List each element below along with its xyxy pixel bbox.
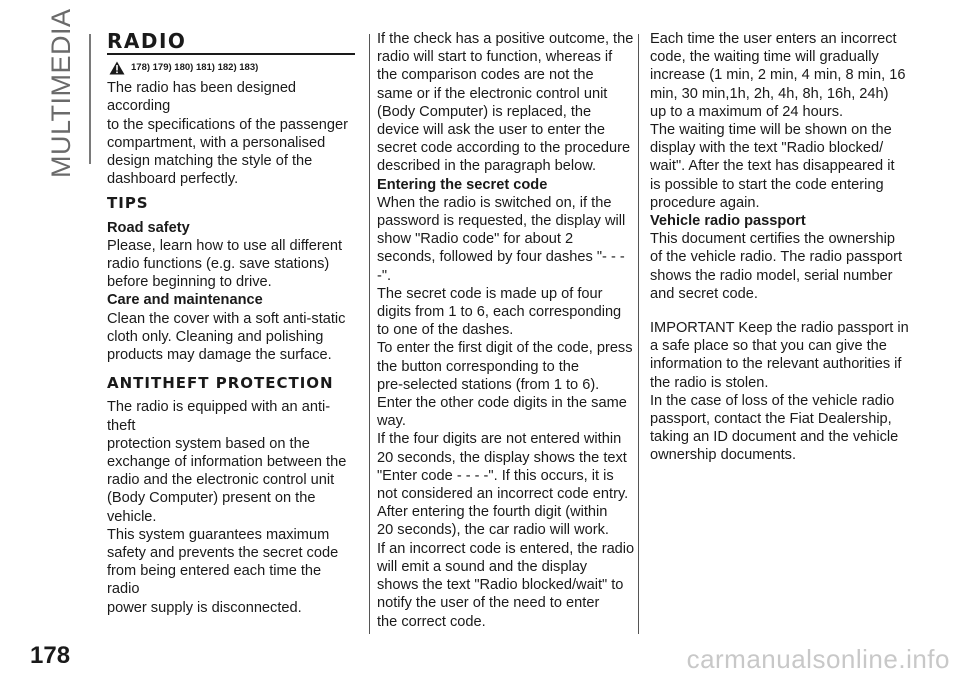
text-line: protection system based on the: [107, 435, 310, 452]
text-line: This document certifies the ownership: [650, 231, 895, 248]
tips-heading: TIPS: [107, 194, 149, 213]
text-line: will emit a sound and the display: [377, 558, 588, 575]
warning-triangle-icon: [109, 61, 125, 75]
text-line: radio will start to function, whereas if: [377, 49, 613, 66]
column-2: [377, 30, 635, 631]
text-line: The waiting time will be shown on the: [650, 122, 892, 139]
column-divider-2: [638, 34, 639, 634]
footer-watermark: carmanualsonline.info: [686, 644, 950, 674]
text-line: exchange of information between the: [107, 454, 347, 471]
text-line: the comparison codes are not the: [377, 67, 594, 84]
text-line: to the specifications of the passenger: [107, 116, 348, 133]
text-line: After entering the fourth digit (within: [377, 504, 608, 521]
text-line: vehicle.: [107, 508, 157, 525]
text-line: Each time the user enters an incorrect: [650, 31, 897, 47]
text-line: compartment, with a personalised: [107, 134, 326, 151]
text-line: If the four digits are not entered within: [377, 431, 622, 448]
text-line: When the radio is switched on, if the: [377, 194, 612, 211]
text-line: radio and the electronic control unit: [107, 472, 335, 489]
text-line: and secret code.: [650, 285, 758, 302]
text-line: 20 seconds, the display shows the text: [377, 449, 627, 466]
text-line: to one of the dashes.: [377, 322, 514, 339]
text-line: shows the text "Radio blocked/wait" to: [377, 577, 624, 594]
text-line: In the case of loss of the vehicle radio: [650, 392, 895, 409]
text-line: the correct code.: [377, 613, 486, 630]
text-line: before beginning to drive.: [107, 274, 272, 291]
text-line: safety and prevents the secret code: [107, 545, 339, 562]
radio-intro-text: [107, 79, 355, 188]
warning-refs-text: 178) 179) 180) 181) 182) 183): [131, 62, 259, 73]
text-line: procedure again.: [650, 194, 760, 211]
text-line: pre-selected stations (from 1 to 6).: [377, 376, 600, 393]
text-line: the button corresponding to the: [377, 358, 580, 375]
text-line: code, the waiting time will gradually: [650, 49, 879, 66]
text-line: increase (1 min, 2 min, 4 min, 8 min, 16: [650, 67, 906, 84]
section-side-label-text: MULTIMEDIA: [46, 8, 76, 178]
text-line: up to a maximum of 24 hours.: [650, 103, 844, 120]
text-line: -".: [377, 267, 392, 284]
page-number: 178: [30, 642, 71, 669]
road-safety-title: Road safety: [107, 219, 190, 236]
text-line: min, 30 min,1h, 2h, 4h, 8h, 16h, 24h): [650, 85, 889, 102]
entering-code-title: Entering the secret code: [377, 176, 548, 193]
text-line: (Body Computer) is replaced, the: [377, 103, 592, 120]
text-line: shows the radio model, serial number: [650, 267, 893, 284]
side-rule: [89, 34, 91, 164]
text-line: The secret code is made up of four: [377, 285, 603, 302]
text-line: of the vehicle radio. The radio passport: [650, 249, 903, 266]
text-line: The radio has been designed according: [107, 80, 297, 115]
text-line: If an incorrect code is entered, the radio: [377, 540, 635, 557]
text-line: device will ask the user to enter the: [377, 122, 605, 139]
antitheft-heading: ANTITHEFT PROTECTION: [107, 374, 334, 393]
text-line: To enter the first digit of the code, press: [377, 340, 633, 357]
text-line: Please, learn how to use all different: [107, 237, 342, 254]
radio-passport-title: Vehicle radio passport: [650, 213, 806, 230]
warning-references: [109, 59, 355, 77]
text-line: way.: [377, 413, 406, 430]
text-line: password is requested, the display will: [377, 213, 626, 230]
text-line: notify the user of the need to enter: [377, 595, 600, 612]
text-line: from being entered each time the radio: [107, 563, 322, 598]
text-line: Enter the other code digits in the same: [377, 395, 627, 412]
text-line: cloth only. Cleaning and polishing: [107, 328, 324, 345]
column-3: [650, 30, 920, 465]
text-line: a safe place so that you can give the: [650, 338, 887, 355]
text-line: "Enter code - - - -". If this occurs, it is: [377, 467, 614, 484]
text-line: described in the paragraph below.: [377, 158, 597, 175]
section-side-label: [46, 8, 78, 178]
text-line: design matching the style of the: [107, 153, 313, 170]
text-line: dashboard perfectly.: [107, 171, 239, 188]
text-line: ownership documents.: [650, 447, 797, 464]
text-line: same or if the electronic control unit: [377, 85, 608, 102]
column-1: [107, 30, 355, 617]
text-line: display with the text "Radio blocked/: [650, 140, 884, 157]
text-line: not considered an incorrect code entry.: [377, 486, 629, 503]
text-line: wait". After the text has disappeared it: [650, 158, 895, 175]
text-line: secret code according to the procedure: [377, 140, 631, 157]
text-line: passport, contact the Fiat Dealership,: [650, 411, 892, 428]
text-line: The radio is equipped with an anti-theft: [107, 399, 331, 434]
text-line: This system guarantees maximum: [107, 526, 330, 543]
text-line: information to the relevant authorities if: [650, 356, 902, 373]
text-line: the radio is stolen.: [650, 374, 769, 391]
radio-heading: RADIO: [107, 30, 355, 55]
text-line: power supply is disconnected.: [107, 599, 302, 616]
text-line: IMPORTANT Keep the radio passport in: [650, 320, 909, 337]
text-line: taking an ID document and the vehicle: [650, 429, 899, 446]
text-line: is possible to start the code entering: [650, 176, 884, 193]
text-line: 20 seconds), the car radio will work.: [377, 522, 609, 539]
text-line: (Body Computer) present on the: [107, 490, 316, 507]
text-line: products may damage the surface.: [107, 347, 332, 364]
text-line: Clean the cover with a soft anti-static: [107, 310, 346, 327]
text-line: digits from 1 to 6, each corresponding: [377, 304, 622, 321]
column-divider-1: [369, 34, 370, 634]
care-maintenance-title: Care and maintenance: [107, 292, 263, 309]
text-line: show "Radio code" for about 2: [377, 231, 574, 248]
text-line: seconds, followed by four dashes "- - -: [377, 249, 625, 266]
text-line: radio functions (e.g. save stations): [107, 256, 330, 273]
text-line: If the check has a positive outcome, the: [377, 31, 634, 47]
